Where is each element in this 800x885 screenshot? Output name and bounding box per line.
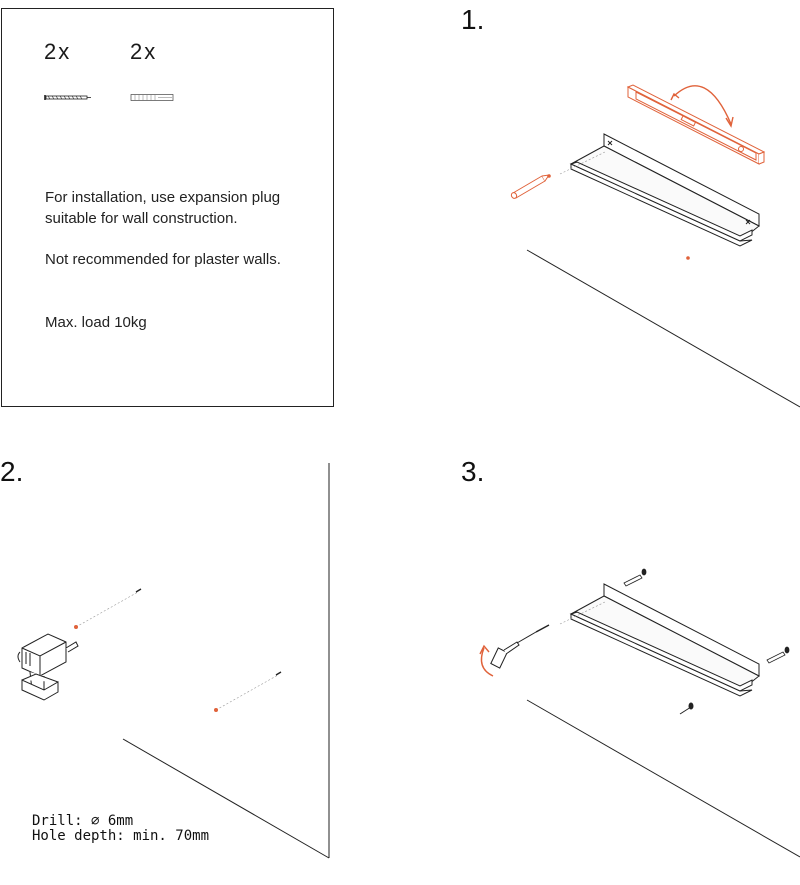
power-drill-icon: [18, 634, 78, 700]
drill-specification: [32, 814, 209, 844]
hole-depth-text: Hole depth: min. 70mm: [32, 828, 210, 844]
installation-note: For installation, use expansion plug suitable for wall construction.: [45, 189, 281, 227]
wall-edge-line: [527, 250, 800, 407]
step-2-illustration: [18, 463, 329, 858]
step-2-number: 2.: [0, 456, 24, 487]
screw-icon: [680, 703, 693, 714]
step-3-illustration: [480, 569, 800, 857]
drill-size-text: Drill: ∅ 6mm: [32, 813, 134, 829]
screw-quantity: 2x: [44, 39, 72, 64]
plug-quantity: 2x: [130, 39, 158, 64]
shelf-icon: [571, 584, 759, 696]
shelf-icon: [571, 134, 759, 246]
wall-edge-line: [527, 700, 800, 857]
step-1-illustration: [510, 85, 800, 407]
pencil-icon: [510, 175, 549, 199]
step-1-number: 1.: [461, 4, 485, 35]
screwdriver-icon: [488, 625, 549, 669]
rotate-arrow-icon: [480, 646, 493, 676]
spirit-level-icon: [628, 85, 764, 164]
step-3-number: 3.: [461, 456, 485, 487]
plaster-warning-note: Not recommended for plaster walls.: [45, 251, 281, 268]
max-load-note: Max. load 10kg: [45, 314, 147, 331]
